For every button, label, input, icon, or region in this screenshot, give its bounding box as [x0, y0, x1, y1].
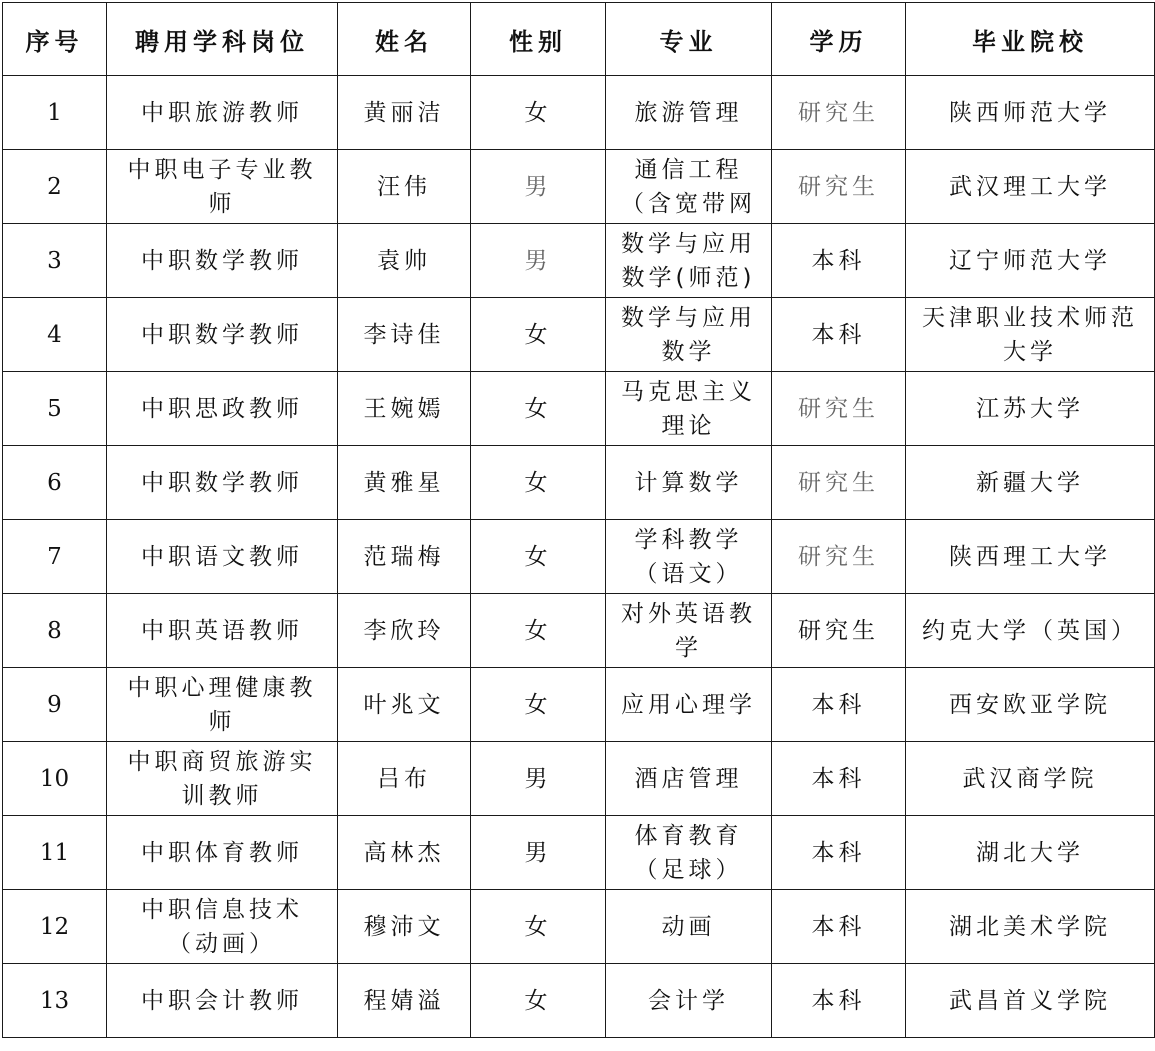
cell-gender: 女 [471, 668, 606, 742]
cell-gender: 男 [471, 742, 606, 816]
cell-school: 约克大学（英国） [906, 594, 1155, 668]
cell-education: 本科 [772, 890, 906, 964]
table-row [3, 372, 1155, 446]
cell-post: 中职数学教师 [107, 298, 338, 372]
table-row [3, 520, 1155, 594]
cell-major: 应用心理学 [606, 668, 772, 742]
cell-gender: 女 [471, 890, 606, 964]
cell-school: 新疆大学 [906, 446, 1155, 520]
table-row [3, 224, 1155, 298]
cell-gender: 男 [471, 150, 606, 224]
cell-school: 武昌首义学院 [906, 964, 1155, 1038]
cell-index: 11 [3, 816, 107, 890]
cell-education: 本科 [772, 816, 906, 890]
cell-post: 中职心理健康教师 [107, 668, 338, 742]
cell-name: 范瑞梅 [338, 520, 471, 594]
cell-education: 本科 [772, 964, 906, 1038]
cell-name: 黄丽洁 [338, 76, 471, 150]
cell-major: 马克思主义理论 [606, 372, 772, 446]
cell-post: 中职电子专业教师 [107, 150, 338, 224]
cell-education: 研究生 [772, 150, 906, 224]
header-name: 姓名 [338, 3, 471, 76]
cell-name: 李诗佳 [338, 298, 471, 372]
cell-school: 武汉商学院 [906, 742, 1155, 816]
cell-major: 动画 [606, 890, 772, 964]
cell-school: 江苏大学 [906, 372, 1155, 446]
cell-index: 13 [3, 964, 107, 1038]
table-row [3, 668, 1155, 742]
cell-gender: 女 [471, 520, 606, 594]
cell-gender: 男 [471, 816, 606, 890]
table-row [3, 964, 1155, 1038]
cell-major: 酒店管理 [606, 742, 772, 816]
cell-name: 王婉嫣 [338, 372, 471, 446]
cell-education: 本科 [772, 298, 906, 372]
cell-school: 天津职业技术师范大学 [906, 298, 1155, 372]
cell-name: 叶兆文 [338, 668, 471, 742]
cell-post: 中职体育教师 [107, 816, 338, 890]
cell-post: 中职旅游教师 [107, 76, 338, 150]
cell-name: 袁帅 [338, 224, 471, 298]
cell-major: 会计学 [606, 964, 772, 1038]
cell-gender: 女 [471, 298, 606, 372]
cell-gender: 女 [471, 372, 606, 446]
table-row [3, 150, 1155, 224]
cell-major: 通信工程（含宽带网 [606, 150, 772, 224]
cell-school: 陕西理工大学 [906, 520, 1155, 594]
cell-index: 7 [3, 520, 107, 594]
cell-education: 研究生 [772, 594, 906, 668]
cell-index: 3 [3, 224, 107, 298]
cell-major: 旅游管理 [606, 76, 772, 150]
cell-post: 中职数学教师 [107, 224, 338, 298]
cell-major: 学科教学（语文） [606, 520, 772, 594]
table-row [3, 298, 1155, 372]
table-header-row [3, 3, 1155, 76]
cell-index: 1 [3, 76, 107, 150]
cell-school: 辽宁师范大学 [906, 224, 1155, 298]
cell-education: 研究生 [772, 372, 906, 446]
cell-gender: 女 [471, 594, 606, 668]
cell-name: 高林杰 [338, 816, 471, 890]
table-row [3, 816, 1155, 890]
cell-index: 4 [3, 298, 107, 372]
cell-name: 汪伟 [338, 150, 471, 224]
cell-major: 体育教育（足球） [606, 816, 772, 890]
cell-index: 2 [3, 150, 107, 224]
header-school: 毕业院校 [906, 3, 1155, 76]
table-row [3, 446, 1155, 520]
cell-post: 中职商贸旅游实训教师 [107, 742, 338, 816]
cell-school: 湖北大学 [906, 816, 1155, 890]
cell-major: 计算数学 [606, 446, 772, 520]
cell-name: 程婧溢 [338, 964, 471, 1038]
cell-post: 中职英语教师 [107, 594, 338, 668]
cell-major: 数学与应用数学 [606, 298, 772, 372]
cell-gender: 女 [471, 446, 606, 520]
cell-post: 中职信息技术（动画） [107, 890, 338, 964]
header-major: 专业 [606, 3, 772, 76]
cell-education: 研究生 [772, 520, 906, 594]
header-gender: 性别 [471, 3, 606, 76]
cell-school: 西安欧亚学院 [906, 668, 1155, 742]
cell-education: 本科 [772, 742, 906, 816]
cell-index: 6 [3, 446, 107, 520]
cell-name: 穆沛文 [338, 890, 471, 964]
recruitment-table [2, 2, 1155, 1038]
cell-major: 对外英语教学 [606, 594, 772, 668]
table-row [3, 890, 1155, 964]
cell-gender: 男 [471, 224, 606, 298]
cell-name: 李欣玲 [338, 594, 471, 668]
table-row [3, 594, 1155, 668]
cell-school: 湖北美术学院 [906, 890, 1155, 964]
cell-major: 数学与应用数学(师范) [606, 224, 772, 298]
cell-post: 中职会计教师 [107, 964, 338, 1038]
cell-name: 吕布 [338, 742, 471, 816]
table-row [3, 76, 1155, 150]
cell-post: 中职语文教师 [107, 520, 338, 594]
cell-education: 本科 [772, 668, 906, 742]
cell-education: 本科 [772, 224, 906, 298]
cell-post: 中职数学教师 [107, 446, 338, 520]
cell-index: 5 [3, 372, 107, 446]
header-post: 聘用学科岗位 [107, 3, 338, 76]
cell-education: 研究生 [772, 446, 906, 520]
cell-index: 10 [3, 742, 107, 816]
header-index: 序号 [3, 3, 107, 76]
cell-post: 中职思政教师 [107, 372, 338, 446]
cell-education: 研究生 [772, 76, 906, 150]
cell-name: 黄雅星 [338, 446, 471, 520]
cell-index: 8 [3, 594, 107, 668]
header-education: 学历 [772, 3, 906, 76]
cell-gender: 女 [471, 76, 606, 150]
cell-school: 陕西师范大学 [906, 76, 1155, 150]
cell-index: 9 [3, 668, 107, 742]
cell-school: 武汉理工大学 [906, 150, 1155, 224]
table-row [3, 742, 1155, 816]
cell-gender: 女 [471, 964, 606, 1038]
cell-index: 12 [3, 890, 107, 964]
